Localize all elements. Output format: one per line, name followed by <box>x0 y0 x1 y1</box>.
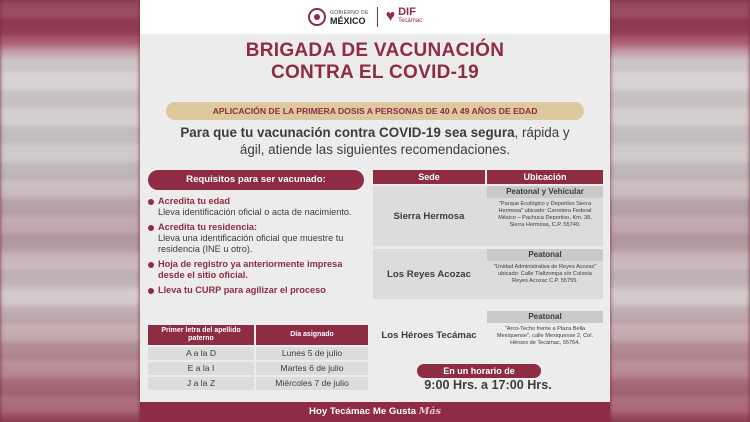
schedule-col-day: Día asignado <box>256 325 368 345</box>
list-item <box>148 259 368 281</box>
sede-name: Los Reyes Acozac <box>387 268 471 280</box>
intro-bold: Para que tu vacunación contra COVID-19 sea segura <box>180 125 515 140</box>
list-item <box>148 196 368 218</box>
heart-icon: ♥ <box>385 8 396 25</box>
bullet-icon <box>148 225 154 231</box>
schedule-letters: A a la D <box>148 347 254 360</box>
schedule-col-letter: Primer letra del apellido paterno <box>148 325 254 345</box>
header-bar <box>140 0 610 34</box>
access-type: Peatonal y Vehicular <box>487 186 603 198</box>
blurred-right-panel <box>610 0 750 422</box>
sede-col-header: Sede <box>373 170 485 184</box>
req-body: Lleva una identificación oficial que muestre tu residencia (INE u otro). <box>158 233 344 254</box>
access-type: Peatonal <box>487 249 603 261</box>
gobierno-mexico-logo <box>308 8 369 26</box>
gob-big-text: MÉXICO <box>330 16 366 26</box>
req-title: Acredita tu residencia: <box>158 222 258 232</box>
table-row <box>148 362 368 375</box>
requirements-list <box>148 196 368 300</box>
ubicacion-col-header: Ubicación <box>487 170 603 184</box>
title-line-1: BRIGADA DE VACUNACIÓN <box>245 40 505 61</box>
horario-time: 9:00 Hrs. a 17:00 Hrs. <box>424 378 552 392</box>
req-title: Hoja de registro ya anteriormente impresa desde el sitio oficial. <box>158 259 343 280</box>
schedule-day: Lunes 5 de julio <box>256 347 368 360</box>
table-row <box>373 249 603 299</box>
dif-big-text: DIF <box>398 6 416 18</box>
req-title: Acredita tu edad <box>158 196 230 206</box>
access-type: Peatonal <box>487 311 603 323</box>
sede-name: Los Héroes Tecámac <box>381 329 477 341</box>
schedule-header <box>148 325 368 345</box>
intro-text <box>150 124 600 158</box>
sede-address: "Unidad Administrativa de Reyes Acozac" ubicado: Calle Tlaltzompa s/n Colonia Reyes Acozac C.P. 55755. <box>493 264 597 284</box>
bullet-icon <box>148 199 154 205</box>
sede-address: "Parque Ecológico y Deportivo Sierra Hermosa" ubicado: Carretera Federal México – Pachuca Deportivo, Km. 38, Sierra Hermosa, C.P. 55740. <box>498 201 592 228</box>
sede-address: "Arco-Techo frente a Plaza Bella Mexiquense", calle Mexiquense 2, Col. Héroes de Tecámac, 55764. <box>496 326 594 346</box>
req-title: Lleva tu CURP para agilizar el proceso <box>158 285 326 295</box>
horario-label: En un horario de <box>417 364 541 378</box>
schedule-letters: E a la I <box>148 362 254 375</box>
title-line-2: CONTRA EL COVID-19 <box>270 62 480 83</box>
footer-banner <box>140 402 610 422</box>
list-item <box>148 222 368 255</box>
req-body: Lleva identificación oficial o acta de nacimiento. <box>158 207 352 217</box>
dif-logo <box>386 8 423 26</box>
logos <box>308 5 422 29</box>
vaccination-poster <box>140 0 610 422</box>
bullet-icon <box>148 288 154 294</box>
intro-line2: ágil, atiende las siguientes recomendaciones. <box>239 142 511 157</box>
divider <box>377 7 378 27</box>
table-row <box>373 311 603 359</box>
schedule-day: Martes 6 de julio <box>256 362 368 375</box>
subtitle-banner: APLICACIÓN DE LA PRIMERA DOSIS A PERSONAS DE 40 A 49 AÑOS DE EDAD <box>166 102 584 120</box>
table-row <box>148 347 368 360</box>
schedule-table <box>148 325 368 390</box>
intro-rest: , rápida y <box>514 125 570 140</box>
blurred-left-panel <box>0 0 140 422</box>
sede-name: Sierra Hermosa <box>393 210 465 222</box>
requirements-header: Requisitos para ser vacunado: <box>148 170 364 190</box>
list-item <box>148 285 368 296</box>
schedule-letters: J a la Z <box>148 377 254 390</box>
footer-text: Hoy Tecámac Me Gusta <box>309 406 417 417</box>
footer-mas: Más <box>418 406 441 417</box>
page-title <box>140 40 610 84</box>
gob-small-text: GOBIERNO DE <box>330 10 369 16</box>
dif-small-text: Tecámac <box>398 18 423 24</box>
shield-icon <box>308 8 326 26</box>
schedule-day: Miércoles 7 de julio <box>256 377 368 390</box>
sede-table-header <box>373 170 603 184</box>
table-row <box>373 186 603 246</box>
table-row <box>148 377 368 390</box>
bullet-icon <box>148 262 154 268</box>
